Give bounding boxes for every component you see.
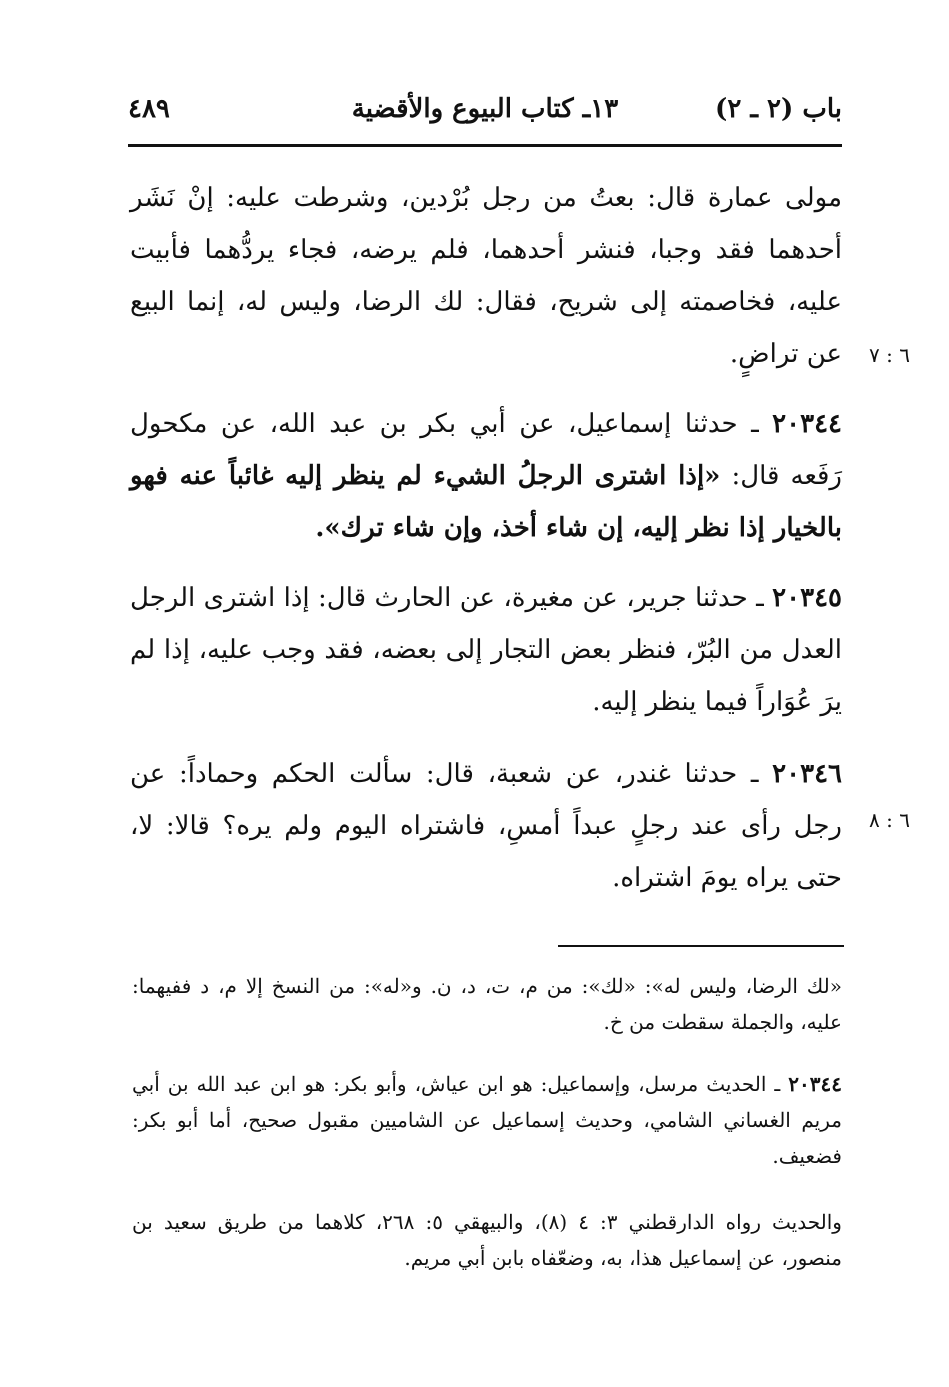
hadith-text: ـ حدثنا إسماعيل، عن أبي بكر بن عبد الله، عن مكحول رَفَعه قال: (130, 409, 842, 491)
footnote (132, 968, 842, 1040)
hadith-paragraph (130, 748, 842, 904)
hadith-quote: «إذا اشترى الرجلُ الشيء لم ينظر إليه غائباً عنه فهو بالخيار إذا نظر إليه، إن شاء أخذ، وإن شاء ترك». (130, 461, 842, 543)
hadith-text: ـ حدثنا غندر، عن شعبة، قال: سألت الحكم وحماداً: عن رجل رأى عند رجلٍ عبداً أمسِ، فاشتراه اليوم ولم يره؟ قالا: لا، حتى يراه يومَ اشتراه. (130, 759, 842, 893)
hadith-paragraph-continuation (130, 172, 842, 380)
footnote (132, 1204, 842, 1276)
running-header (128, 94, 842, 134)
footnote-divider (558, 945, 844, 947)
hadith-number: ٢٠٣٤٤ (772, 409, 842, 439)
footnote (132, 1066, 842, 1174)
page-number: ٤٨٩ (128, 94, 170, 124)
header-divider (128, 144, 842, 147)
hadith-paragraph (130, 572, 842, 728)
footnote-text: «لك الرضا، وليس له»: «لك»: من م، ت، د، ن. و«له»: من النسخ إلا م، د ففيهما: عليه، والجملة سقطت من خ. (132, 974, 842, 1034)
hadith-number: ٢٠٣٤٥ (772, 583, 842, 613)
footnote-text: ـ الحديث مرسل، وإسماعيل: هو ابن عياش، وأبو بكر: هو ابن عبد الله بن أبي مريم الغساني الشامي، وحديث إسماعيل عن الشاميين مقبول صحيح، أما أبو بكر: فضعيف. (132, 1072, 842, 1168)
footnote-number: ٢٠٣٤٤ (788, 1072, 842, 1096)
footnote-text: والحديث رواه الدارقطني ٣: ٤ (٨)، والبيهقي ٥: ٢٦٨، كلاهما من طريق سعيد بن منصور، عن إسماعيل هذا، به، وضعّفاه بابن أبي مريم. (132, 1210, 842, 1270)
hadith-paragraph (130, 398, 842, 554)
book-title: ١٣ـ كتاب البيوع والأقضية (351, 94, 619, 124)
hadith-number: ٢٠٣٤٦ (772, 759, 842, 789)
margin-reference: ٦ : ٧ (869, 343, 910, 367)
hadith-text: مولى عمارة قال: بعتُ من رجل بُرْدين، وشرطت عليه: إنْ نَشَر أحدهما فقد وجبا، فنشر أحدهما، فلم يرضه، فجاء يردُّهما فأبيت عليه، فخاصمته إلى شريح، فقال: لك الرضا، وليس له، إنما البيع عن تراضٍ. (130, 183, 842, 369)
hadith-text: ـ حدثنا جرير، عن مغيرة، عن الحارث قال: إذا اشترى الرجل العدل من البُرّ، فنظر بعض التجار إلى بعضه، فقد وجب عليه، إذا لم يرَ عُوَاراً فيما ينظر إليه. (130, 583, 842, 717)
chapter-reference: باب (٢ ـ ٢) (715, 94, 842, 124)
margin-reference: ٦ : ٨ (869, 808, 910, 832)
